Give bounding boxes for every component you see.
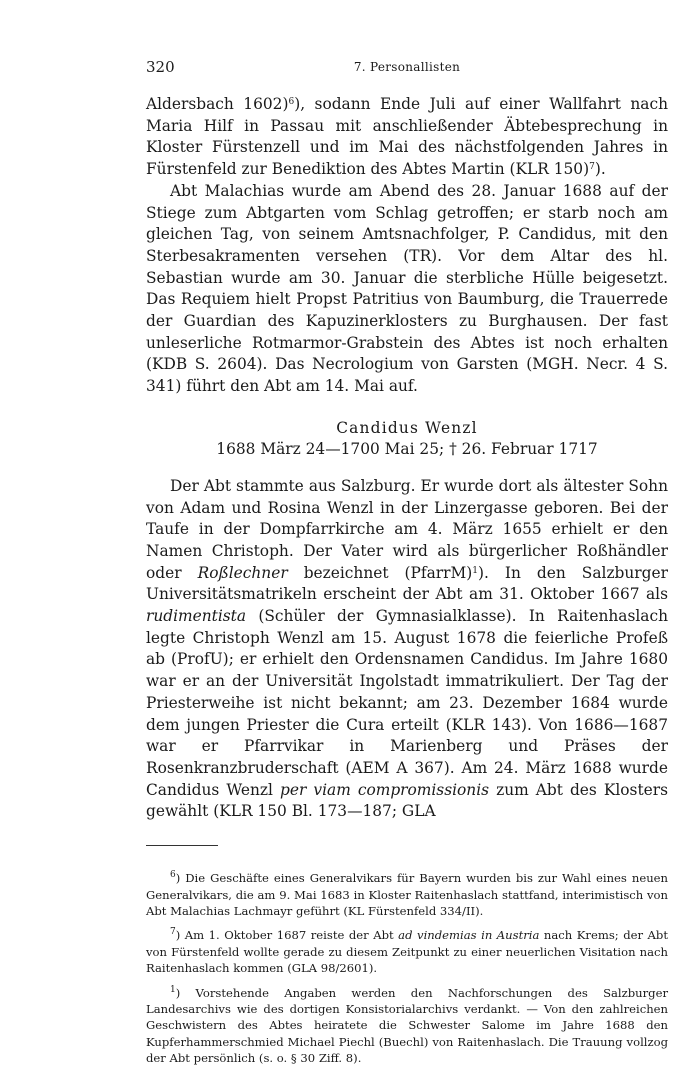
running-head: 7. Personallisten <box>353 60 461 74</box>
section-title: Candidus Wenzl <box>336 418 478 437</box>
paragraph-biography: Der Abt stammte aus Salzburg. Er wurde dort als ältester Sohn von Adam und Rosina Wenzl in der Linzergasse geboren. Bei der Taufe in der Dompfarrkirche am 4. März 1655 erhielt er den Namen Christoph. Der Vater wird als bürgerlicher Roßhändler oder Roßlechner bezeichnet (PfarrM)$^1$). In den Salzburger Universitätsmatrikeln erscheint der Abt am 31. Oktober 1667 als rudimentista (Schüler der Gymnasialklasse). In Raitenhaslach legte Christoph Wenzl am 15. August 1678 die feierliche Profeß ab (ProfU); er erhielt den Ordensnamen Candidus. Im Jahre 1680 war er an der Universität Ingolstadt immatrikuliert. Der Tag der Priesterweihe ist nicht bekannt; am 23. Dezember 1684 wurde dem jungen Priester die Cura erteilt (KLR 143). Von 1686—1687 war er Pfarrvikar in Marienberg und Präses der Rosenkranzbruderschaft (AEM A 367). Am 24. März 1688 wurde Candidus Wenzl per viam compromissionis zum Abt des Klosters gewählt (KLR 150 Bl. 173—187; GLA <box>146 476 668 821</box>
footnotes <box>146 870 668 1066</box>
footnote-ref-6[interactable]: 6 <box>288 97 295 107</box>
footnote-1: $^1$) Vorstehende Angaben werden den Nachforschungen des Salzburger Landesarchivs wie des dortigen Konsistorialarchivs verdankt. — Von den zahlreichen Geschwistern des Abtes heiratete die Schwester Salome im Jahre 1688 den Kupferhammerschmied Michael Piechl (Buechl) von Raitenhaslach. Die Trauung vollzog der Abt persönlich (s. o. § 30 Ziff. 8). <box>146 984 668 1066</box>
footnote-7: $^7$) Am 1. Oktober 1687 reiste der Abt ad vindemias in Austria nach Krems; der Abt von Fürstenfeld wollte gerade zu diesem Zeitpunkt zu einer neuerlichen Visitation nach Raitenhaslach kommen (GLA 98/2601). <box>146 927 668 976</box>
footnote-ref-7[interactable]: 7 <box>589 162 595 173</box>
footnote-ref-1[interactable]: 1 <box>472 565 478 576</box>
page-header <box>146 58 668 80</box>
paragraph-death-of-abbot: Abt Malachias wurde am Abend des 28. Januar 1688 auf der Stiege zum Abtgarten vom Schlag getroffen; er starb noch am gleichen Tag, von seinem Amtsnachfolger, P. Candidus, mit den Sterbesakramenten versehen (TR). Vor dem Altar des hl. Sebastian wurde am 30. Januar die sterbliche Hülle beigesetzt. Das Requiem hielt Propst Patritius von Baumburg, die Trauerrede der Guardian des Kapuzinerklosters zu Burghausen. Der fast unleserliche Rotmarmor-Grabstein des Abtes ist noch erhalten (KDB S. 2604). Das Necrologium von Garsten (MGH. Necr. 4 S. 341) führt den Abt am 14. Mai auf. <box>146 181 668 396</box>
paragraph-continuation: Aldersbach 1602)$^6$), sodann Ende Juli auf einer Wallfahrt nach Maria Hilf in Passau mit anschließender Äbtebesprechung in Kloster Fürstenzell und im Mai des nächstfolgenden Jahres in Fürstenfeld zur Benediktion des Abtes Martin (KLR 150)$^7$). <box>146 95 668 179</box>
section-dates: 1688 März 24—1700 Mai 25; † 26. Februar 1717 <box>216 439 598 458</box>
document-page <box>146 58 668 1075</box>
footnote-divider <box>146 845 218 846</box>
footnote-6: $^6$) Die Geschäfte eines Generalvikars für Bayern wurden bis zur Wahl eines neuen Generalvikars, die am 9. Mai 1683 in Kloster Raitenhaslach stattfand, interimistisch von Abt Malachias Lachmayr geführt (KL Fürstenfeld 334/II). <box>146 870 668 918</box>
page-number: 320 <box>146 58 175 76</box>
main-text <box>146 94 668 823</box>
